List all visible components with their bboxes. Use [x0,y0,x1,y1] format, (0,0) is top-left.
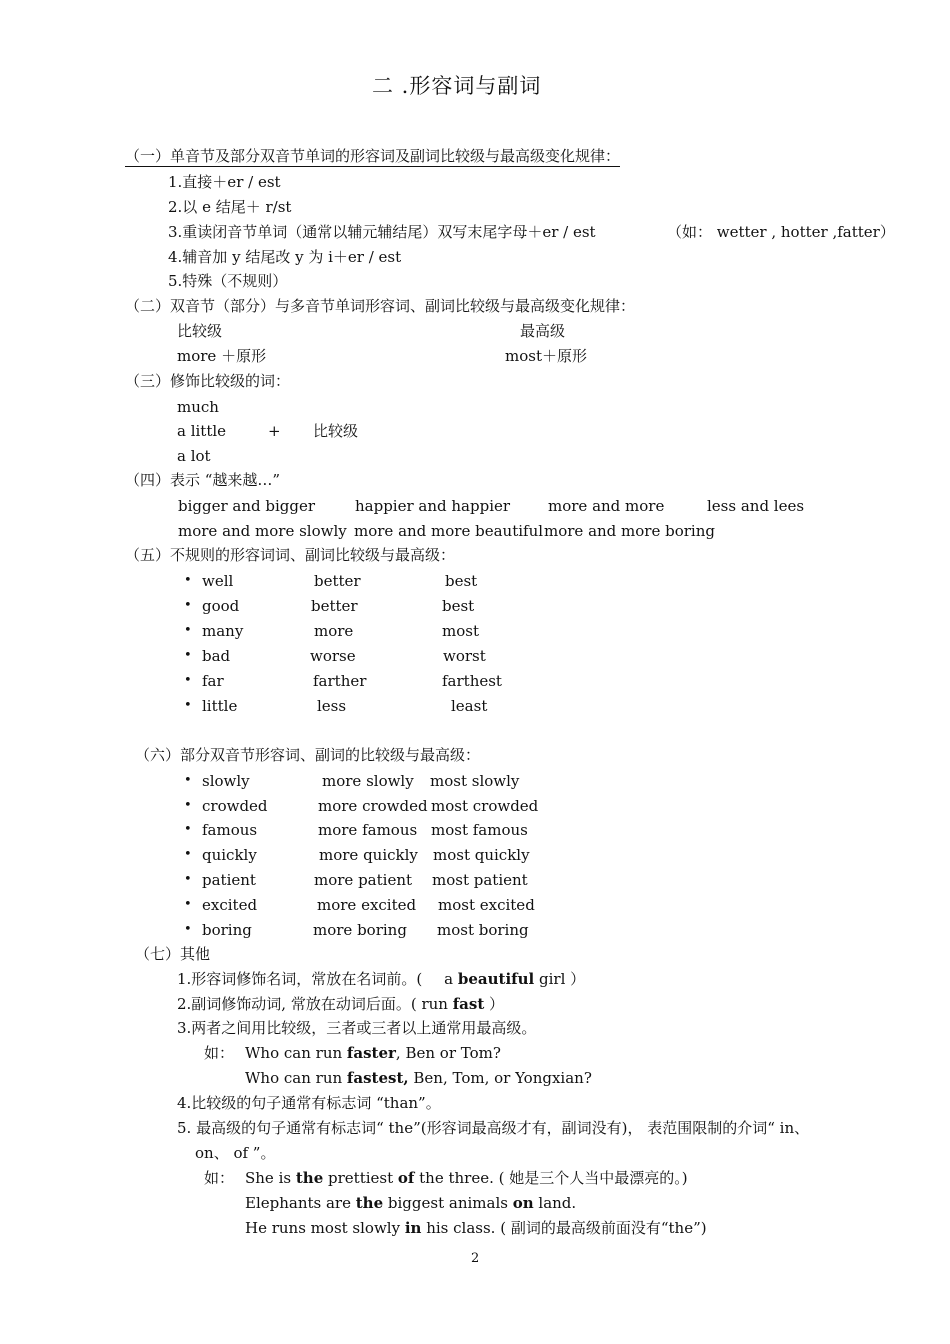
section-6-heading: （六）部分双音节形容词、副词的比较级与最高级： [135,746,481,764]
word-base: patient [202,871,256,889]
sentence-text: biggest animals [383,1194,513,1212]
bullet-icon: • [184,822,192,837]
other-item-5-continued: on、 of ”。 [195,1144,276,1162]
word-superlative: most patient [432,871,528,889]
sentence-text: prettiest [323,1169,398,1187]
word-superlative: most excited [438,896,535,914]
word-base: far [202,672,224,690]
item-text: 2.副词修饰动词, 常放在动词后面。( [177,995,417,1013]
comparative-rule: more ＋原形 [177,347,267,365]
bullet-icon: • [184,648,192,663]
word-superlative: most boring [437,921,529,939]
bullet-icon: • [184,673,192,688]
plus-sign: + [268,422,281,440]
word-superlative: most quickly [433,846,530,864]
bullet-icon: • [184,598,192,613]
item-text: ） [484,995,505,1013]
word-superlative: most slowly [430,772,520,790]
bold-term: on [512,1194,534,1212]
word-comparative: farther [313,672,367,690]
bold-term: the [295,1169,324,1187]
sentence-text: his class. ( 副词的最高级前面没有“the”) [421,1219,707,1237]
other-item-2 [177,994,504,1014]
word-base: excited [202,896,258,914]
bold-term: the [355,1194,384,1212]
sentence-text: Elephants are [245,1194,356,1212]
sentence-text: land. [533,1194,577,1212]
word-base: boring [202,921,252,939]
page-number: 2 [471,1251,480,1266]
item-text: girl ） [534,970,586,988]
word-superlative: farthest [442,672,502,690]
bullet-icon: • [184,573,192,588]
sentence-text: Ben, Tom, or Yongxian? [408,1069,592,1087]
word-superlative: best [445,572,478,590]
example-sentence [245,1068,592,1088]
word-base: famous [202,821,258,839]
example-sentence [245,1168,688,1188]
rule-5: 5.特殊（不规则） [168,272,288,290]
rule-1: 1.直接＋er / est [168,173,281,191]
word-superlative: most crowded [431,797,539,815]
section-1-heading: （一）单音节及部分双音节单词的形容词及副词比较级与最高级变化规律： [125,147,621,165]
phrase: less and lees [707,497,805,515]
other-item-3: 3.两者之间用比较级，三者或三者以上通常用最高级。 [177,1019,537,1037]
section-4-heading: （四）表示 “越来越…” [125,471,281,489]
bold-term: faster [346,1044,396,1062]
phrase: happier and happier [355,497,511,515]
word-comparative: more boring [313,921,407,939]
superlative-header: 最高级 [520,322,566,340]
sentence-text: Who can run [245,1044,347,1062]
word-base: well [202,572,234,590]
other-item-5: 5. 最高级的句子通常有标志词“ the”(形容词最高级才有，副词没有)， 表范围限制的介词“ in、 [177,1119,810,1137]
superlative-rule: most＋原形 [505,347,587,365]
bullet-icon: • [184,698,192,713]
sentence-text: , Ben or Tom? [395,1044,501,1062]
section-7-heading: （七）其他 [135,945,211,963]
modifier-a-little: a little [177,422,227,440]
item-text: run [416,995,453,1013]
word-superlative: best [442,597,475,615]
item-text: 1.形容词修饰名词，常放在名词前。( [177,970,423,988]
word-comparative: better [314,572,361,590]
rule-4: 4.辅音加 y 结尾改 y 为 i＋er / est [168,248,402,266]
sentence-text: Who can run [245,1069,347,1087]
other-item-1 [177,969,585,989]
modifier-a-lot: a lot [177,447,211,465]
bold-term: of [397,1169,415,1187]
bullet-icon: • [184,922,192,937]
word-comparative: more slowly [322,772,414,790]
modifier-much: much [177,398,219,416]
sentence-text: She is [245,1169,296,1187]
bullet-icon: • [184,623,192,638]
bullet-icon: • [184,798,192,813]
word-comparative: less [317,697,347,715]
item-text: a [444,970,458,988]
section-5-heading: （五）不规则的形容词词、副词比较级与最高级： [125,546,456,564]
word-comparative: more crowded [318,797,428,815]
bold-term: in [404,1219,422,1237]
bold-term: beautiful [457,970,535,988]
comparative-header: 比较级 [177,322,223,340]
example-sentence [245,1043,501,1063]
comparative-label: 比较级 [313,422,359,440]
word-comparative: better [311,597,358,615]
bullet-icon: • [184,773,192,788]
word-base: crowded [202,797,268,815]
word-comparative: more quickly [319,846,418,864]
example-sentence [245,1193,576,1213]
example-label: 如： [204,1044,235,1062]
rule-3: 3.重读闭音节单词（通常以辅元辅结尾）双写末尾字母＋er / est [168,223,596,241]
word-comparative: more famous [318,821,418,839]
rule-2: 2.以 e 结尾＋ r/st [168,198,292,216]
word-superlative: most famous [431,821,528,839]
section-3-heading: （三）修饰比较级的词： [125,372,291,390]
bold-term: fast [452,995,485,1013]
phrase: more and more [548,497,665,515]
sentence-text: He runs most slowly [245,1219,405,1237]
page-title: 二 .形容词与副词 [372,74,542,98]
phrase: more and more beautiful [354,522,544,540]
other-item-4: 4.比较级的句子通常有标志词 “than”。 [177,1094,441,1112]
sentence-text: the three. ( 她是三个人当中最漂亮的。) [414,1169,688,1187]
bullet-icon: • [184,847,192,862]
word-comparative: worse [310,647,356,665]
example-sentence [245,1218,707,1238]
word-base: bad [202,647,231,665]
phrase: more and more boring [544,522,715,540]
word-superlative: most [442,622,479,640]
word-base: little [202,697,238,715]
word-superlative: least [451,697,488,715]
word-comparative: more patient [314,871,413,889]
word-base: many [202,622,244,640]
bullet-icon: • [184,897,192,912]
word-base: good [202,597,240,615]
phrase: bigger and bigger [178,497,316,515]
phrase: more and more slowly [178,522,347,540]
word-comparative: more excited [317,896,417,914]
example-label: 如： [204,1169,235,1187]
word-base: slowly [202,772,250,790]
rule-3-example: （如： wetter , hotter ,fatter） [667,223,895,241]
bullet-icon: • [184,872,192,887]
word-superlative: worst [443,647,486,665]
word-base: quickly [202,846,257,864]
word-comparative: more [314,622,354,640]
section-2-heading: （二）双音节（部分）与多音节单词形容词、副词比较级与最高级变化规律： [125,297,636,315]
bold-term: fastest, [346,1069,409,1087]
